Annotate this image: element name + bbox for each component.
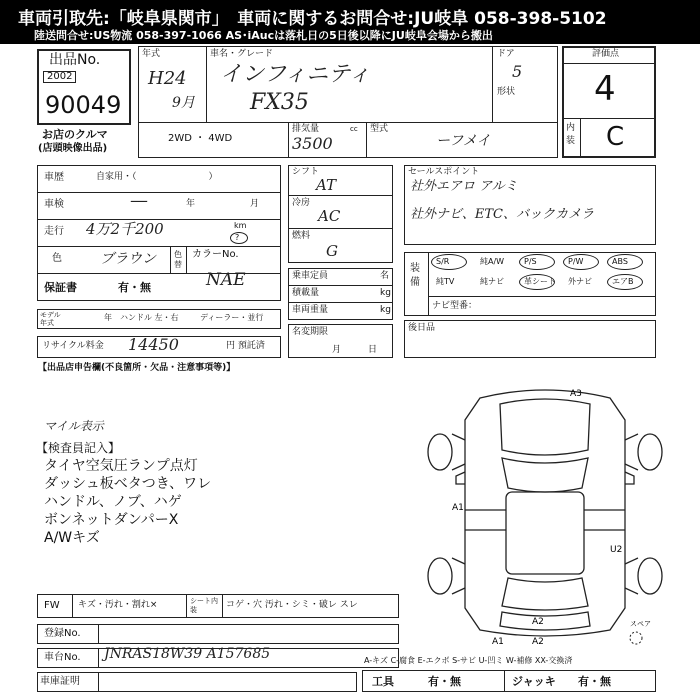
doc-box [37,672,357,692]
name-label: 車名・グレード [210,49,274,59]
year-value: H24 [148,68,187,89]
load-unit: kg [380,288,391,298]
car-damage-diagram [420,380,670,650]
tools-value: 有・無 [428,675,461,688]
name-value: インフィニティ [220,62,371,87]
mileage-value: 4万2千200 [86,220,164,238]
chassis-label: 車台No. [44,652,81,663]
equipment-item: 革シート [524,277,556,286]
interior-value: C [606,122,625,152]
reg-box [37,624,399,644]
diagram-label-a1-left: A1 [452,503,464,513]
inspector-label: 【検査員記入】 [36,441,121,455]
inspection-year: 年 [186,199,196,209]
shape-label: 形状 [497,87,516,97]
fw-label: FW [44,600,60,611]
sales-point-box [404,165,656,245]
equipment-item: P/W [568,257,584,266]
jack-label: ジャッキ [512,675,556,688]
mileage-flag: ? [235,233,240,242]
equipment-circle [607,254,643,270]
equipment-circle [519,274,555,290]
door-value: 5 [512,62,523,81]
note-line-5: A/Wキズ [44,530,100,546]
displacement-value: 3500 [292,134,333,153]
month-value: 9月 [172,95,195,111]
chassis-value: JNRAS18W39 A157685 [104,646,271,662]
equipment-circle [563,254,599,270]
drive-label: 2WD ・ 4WD [168,133,233,144]
door-label: ドア [497,49,515,59]
load-label: 積載量 [292,288,320,298]
fw-items: キズ・汚れ・割れ× [78,600,158,610]
color-code-value: NAE [206,270,246,290]
owner-change-label: 名変期限 [292,327,329,337]
lot-number: 90049 [45,91,122,119]
color-label: 色 [52,253,62,264]
fuel-label: 燃料 [292,231,311,241]
mech-box [288,165,393,263]
header-line2: 陸送問合せ:US物流 058-397-1066 AS･iAucは落札日の5日後以降にJU岐阜会場から搬出 [34,29,493,42]
grade-value: FX35 [250,90,309,115]
diagram-label-u2: U2 [610,545,623,555]
model-year-unit: 年 [104,313,112,322]
score-value: 4 [594,69,616,109]
cooling-label: 冷房 [292,198,311,208]
equipment-label: 装備 [410,263,420,288]
recycle-value: 14450 [128,335,179,354]
capacity-unit: 名 [380,271,390,281]
equipment-item: エアB [612,277,634,286]
weight-unit: kg [380,305,391,315]
warranty-value: 有・無 [118,281,151,294]
equipment-item: P/S [524,257,537,266]
equipment-item: 純TV [436,277,455,286]
displacement-unit: cc [350,125,358,133]
tools-label: 工具 [372,675,394,688]
diagram-label-a3: A3 [570,389,582,399]
warranty-label: 保証書 [44,281,77,294]
inspection-scribble: — [130,190,148,211]
history-value: 自家用・（ ） [96,172,218,182]
recycle-label: リサイクル料金 [42,341,104,351]
year-label: 年式 [142,49,161,59]
type-label: 型式 [370,124,389,134]
diagram-label-a1-bumper: A1 [492,637,504,647]
equipment-circle [431,254,467,270]
shift-value: AT [316,176,337,194]
jack-value: 有・無 [578,675,611,688]
doc-label: 車庫証明 [40,676,80,687]
navi-label: ナビ型番： [432,301,478,311]
inspection-month: 月 [250,199,260,209]
equipment-item: S/R [436,257,450,266]
fuel-value: G [326,242,338,260]
install-label: 後日品 [408,323,436,333]
mile-note: マイル表示 [44,419,104,433]
recycle-unit: 円 預託済 [226,341,265,351]
sales-point-line2: 社外ナビ、ETC、バックカメラ [410,207,594,222]
seat-label: シート内装 [190,597,218,614]
note-line-1: タイヤ空気圧ランプ点灯 [44,458,198,474]
displacement-label: 排気量 [292,124,320,134]
reg-label: 登録No. [44,628,81,639]
note-line-2: ダッシュ板ベタつき、ワレ [44,476,212,492]
mileage-unit: km [234,221,247,230]
color-change-label: 色替 [174,250,182,269]
type-value: ーフメイ [436,133,491,149]
diagram-label-a2-bumper: A2 [532,637,544,647]
shop-sub: (店頭映像出品) [38,143,108,154]
shift-label: シフト [292,167,320,177]
install-box [404,320,656,358]
damage-legend: A-キズ C-腐食 E-エクボ S-サビ U-凹ミ W-補修 XX-交換済 [364,656,573,665]
cooling-value: AC [318,207,341,225]
lot-year-tag: 2002 [43,71,76,83]
lot-box [37,49,131,125]
score-label: 評価点 [592,49,620,59]
color-code-label: カラーNo. [192,249,239,260]
shop-notes-label: 【出品店申告欄(不良箇所・欠品・注意事項等)】 [38,363,236,373]
handle-label: ハンドル 左・右 [120,313,179,322]
sales-point-label: セールスポイント [408,167,480,177]
equipment-circle [519,254,555,270]
interior-label: 内装 [566,123,576,146]
sales-point-line1: 社外エアロ アルミ [410,179,518,194]
equipment-circle [607,274,643,290]
model-year-label: モデル年式 [40,311,61,327]
header-bar [0,0,700,44]
equipment-item: 外ナビ [568,277,592,286]
tools-box [362,670,656,692]
owner-change-unit: 月 日 [332,345,378,355]
equipment-item: ABS [612,257,628,266]
note-line-4: ボンネットダンパーX [44,512,179,528]
inspection-label: 車検 [44,199,64,210]
note-line-3: ハンドル、ノブ、ハゲ [44,494,182,510]
color-value: ブラウン [100,251,156,267]
lot-label: 出品No. [49,52,101,68]
equipment-item: 純A/W [480,257,505,266]
spare-label: スペア [630,620,651,628]
equipment-item: 純ナビ [480,277,504,286]
header-line1: 車両引取先:「岐阜県関市」 車両に関するお問合せ:JU岐阜 058-398-5102 [18,9,607,29]
dealer-label: ディーラー・並行 [200,313,264,322]
capacity-label: 乗車定員 [292,271,329,281]
seat-items: コゲ・穴 汚れ・シミ・破レ スレ [226,600,358,610]
shop-label: お店のクルマ [42,128,108,141]
weight-label: 車両重量 [292,305,329,315]
history-label: 車歴 [44,172,64,183]
diagram-label-a2-rear: A2 [532,617,544,627]
mileage-label: 走行 [44,226,64,237]
